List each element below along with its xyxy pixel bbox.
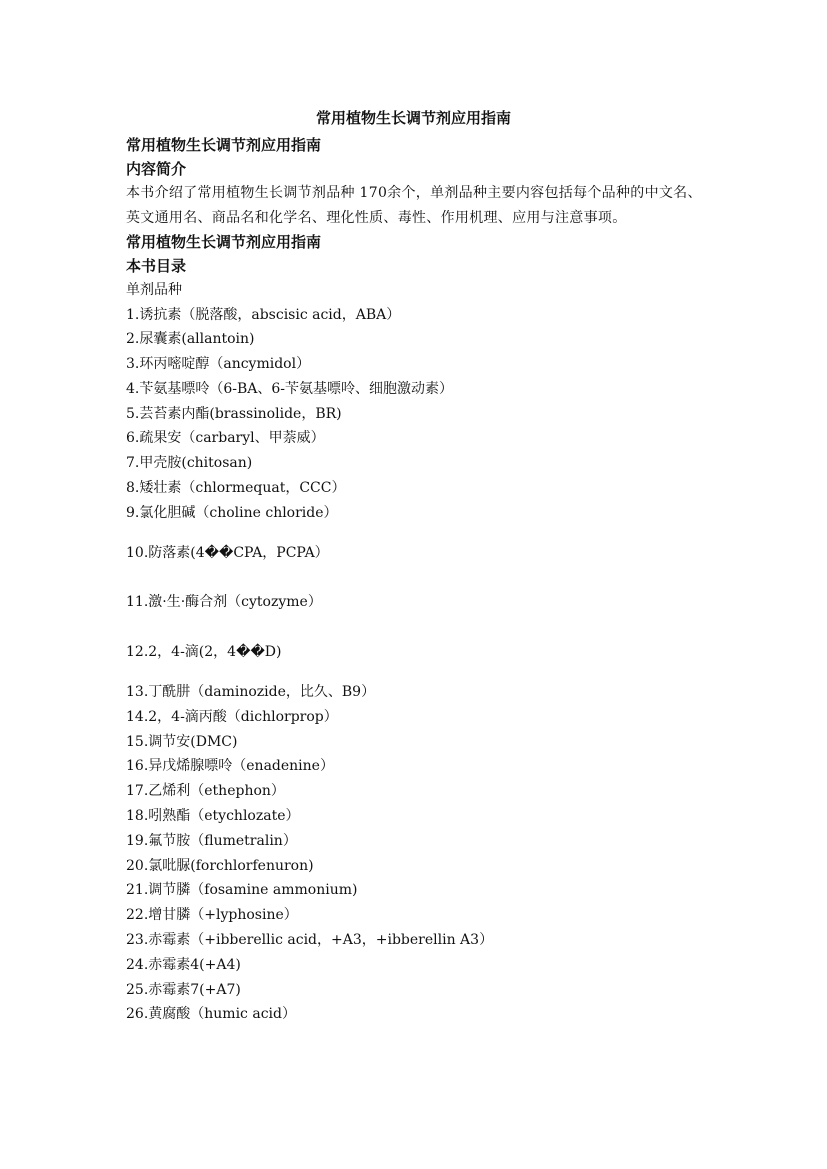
toc-item: 22.增甘膦（+lyphosine） bbox=[126, 907, 298, 924]
toc-item: 4.苄氨基嘌呤（6-BA、6-苄氨基嘌呤、细胞激动素） bbox=[126, 380, 454, 397]
toc-item: 21.调节膦（fosamine ammonium) bbox=[126, 882, 358, 899]
section-label: 单剂品种 bbox=[126, 282, 182, 298]
toc-item: 16.异戊烯腺嘌呤（enadenine） bbox=[126, 758, 334, 775]
toc-item: 24.赤霉素4(+A4) bbox=[126, 956, 241, 973]
book-title-heading-repeat: 常用植物生长调节剂应用指南 bbox=[126, 233, 322, 251]
toc-item: 15.调节安(DMC) bbox=[126, 733, 238, 750]
toc-item: 23.赤霉素（+ibberellic acid，+A3，+ibberellin A3） bbox=[126, 932, 494, 949]
toc-item: 9.氯化胆碱（choline chloride） bbox=[126, 504, 338, 521]
toc-item: 6.疏果安（carbaryl、甲萘威） bbox=[126, 430, 325, 447]
toc-item: 2.尿囊素(allantoin) bbox=[126, 331, 255, 348]
toc-item: 18.吲熟酯（etychlozate） bbox=[126, 808, 300, 825]
toc-item: 10.防落素(4��CPA，PCPA） bbox=[126, 544, 329, 561]
toc-item: 25.赤霉素7(+A7) bbox=[126, 981, 241, 998]
toc-item: 5.芸苔素内酯(brassinolide，BR) bbox=[126, 405, 342, 422]
toc-item: 20.氯吡脲(forchlorfenuron) bbox=[126, 857, 314, 874]
intro-heading: 内容简介 bbox=[126, 160, 187, 178]
intro-paragraph: 本书介绍了常用植物生长调节剂品种 170余个，单剂品种主要内容包括每个品种的中文名、英文通用名、商品名和化学名、理化性质、毒性、作用机理、应用与注意事项。 bbox=[126, 185, 702, 226]
document-body bbox=[126, 133, 706, 1027]
book-title-heading: 常用植物生长调节剂应用指南 bbox=[126, 136, 322, 154]
toc-item: 11.激·生·酶合剂（cytozyme） bbox=[126, 594, 322, 611]
toc-item: 14.2，4-滴丙酸（dichlorprop） bbox=[126, 708, 338, 725]
toc-item: 7.甲壳胺(chitosan) bbox=[126, 455, 253, 472]
toc-item: 19.氟节胺（flumetralin） bbox=[126, 832, 297, 849]
toc-item: 8.矮壮素（chlormequat，CCC） bbox=[126, 480, 346, 497]
toc-heading: 本书目录 bbox=[126, 257, 187, 275]
toc-item: 1.诱抗素（脱落酸，abscisic acid，ABA） bbox=[126, 306, 401, 323]
toc-item: 17.乙烯利（ethephon） bbox=[126, 783, 285, 800]
toc-item: 13.丁酰肼（daminozide，比久、B9） bbox=[126, 684, 376, 701]
toc-item: 26.黄腐酸（humic acid） bbox=[126, 1006, 296, 1023]
toc-item: 12.2，4-滴(2，4��D) bbox=[126, 644, 282, 661]
toc-list bbox=[126, 303, 706, 1028]
toc-item: 3.环丙嘧啶醇（ancymidol） bbox=[126, 356, 311, 373]
page-title: 常用植物生长调节剂应用指南 bbox=[315, 109, 511, 127]
